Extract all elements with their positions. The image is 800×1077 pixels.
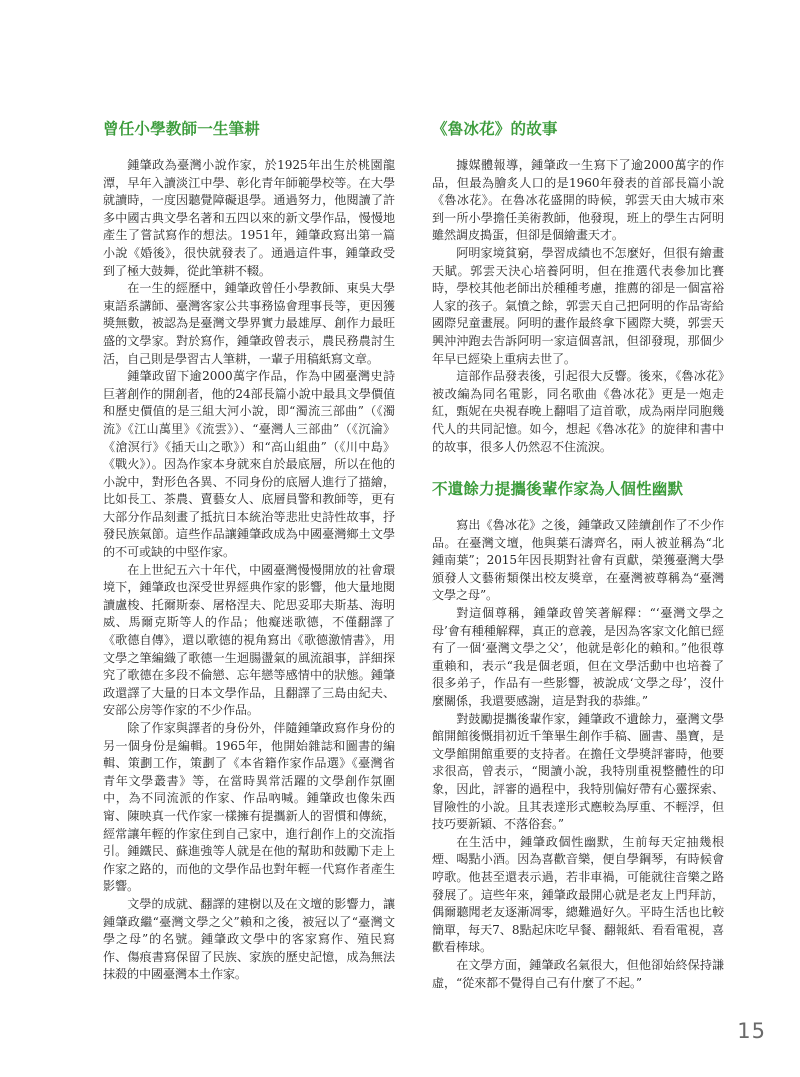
paragraph: 在一生的經歷中，鍾肇政曾任小學教師、東吳大學東語系講師、臺灣客家公共事務協會理事長等，更因獲獎無數，被認為是臺灣文學界實力最雄厚、創作力最旺盛的文學家。對於寫作，鍾肇政曾表示，農民務農討生活，自己則是學習古人筆耕，一輩子用稿紙寫文章。 <box>103 281 395 366</box>
paragraph: 對這個尊稱，鍾肇政曾笑著解釋：“‘臺灣文學之母’會有種種解釋，真正的意義，是因為客家文化館已經有了一個‘臺灣文學之父’，他就是彰化的賴和。”他很尊重賴和，表示“我是個老頭，但在文學活動中也培養了很多弟子，作品有一些影響，被說成‘文學之母’，沒什麼關係，我還要感謝，這是對我的恭維。” <box>432 606 724 709</box>
paragraph: 阿明家境貧窮，學習成績也不怎麼好，但很有繪畫天賦。郭雲天決心培養阿明，但在推選代表參加比賽時，學校其他老師出於種種考慮，推薦的卻是一個富裕人家的孩子。氣憤之餘，郭雲天自己把阿明的作品寄給國際兒童畫展。阿明的畫作最終拿下國際大獎，郭雲天興沖沖跑去告訴阿明一家這個喜訊，但卻發現，那個少年早已經染上重病去世了。 <box>432 245 724 366</box>
paragraph: 寫出《魯冰花》之後，鍾肇政又陸續創作了不少作品。在臺灣文壇，他與葉石濤齊名，兩人被並稱為“北鍾南葉”；2015年因長期對社會有貢獻，榮獲臺灣大學頒發人文藝術類傑出校友獎章，在臺灣被尊稱為“臺灣文學之母”。 <box>432 518 724 603</box>
left-column <box>103 118 395 984</box>
page-number: 15 <box>737 1019 766 1043</box>
section-heading-story: 《魯冰花》的故事 <box>432 120 558 138</box>
paragraph: 在上世紀五六十年代，中國臺灣慢慢開放的社會環境下，鍾肇政也深受世界經典作家的影響，他大量地閱讀盧梭、托爾斯泰、屠格涅夫、陀思妥耶夫斯基、海明威、馬爾克斯等人的作品；他癡迷歌德，不僅翻譯了《歌德自傳》，還以歌德的視角寫出《歌德激情書》，用文學之筆編織了歌德一生迴腸盪氣的風流韻事，詳細探究了歌德在多段不倫戀、忘年戀等感情中的狀態。鍾肇政還譯了大量的日本文學作品，且翻譯了三島由紀夫、安部公房等作家的不少作品。 <box>103 562 395 718</box>
paragraph: 在文學方面，鍾肇政名氣很大，但他卻始終保持謙虛，“從來都不覺得自己有什麼了不起。” <box>432 957 724 990</box>
paragraph: 據媒體報導，鍾肇政一生寫下了逾2000萬字的作品，但最為膾炙人口的是1960年發表的首部長篇小說《魯冰花》。在魯冰花盛開的時候，郭雲天由大城市來到一所小學擔任美術教師，他發現，班上的學生古阿明雖然調皮搗蛋，但卻是個繪畫天才。 <box>432 158 724 243</box>
paragraph: 對鼓勵提攜後輩作家，鍾肇政不遺餘力，臺灣文學館開館後慨捐初近千筆畢生創作手稿、圖書、墨寶，是文學館開館重要的支持者。在擔任文學獎評審時，他要求很高，曾表示，“閱讀小說，我特別重視整體性的印象，因此，評審的過程中，我特別偏好帶有心靈探索、冒險性的小說。且其表達形式應較為厚重、不輕浮，但技巧要新穎、不落俗套。” <box>432 711 724 832</box>
paragraph: 鍾肇政留下逾2000萬字作品，作為中國臺灣史詩巨著創作的開創者，他的24部長篇小說中最具文學價值和歷史價值的是三組大河小說，即“濁流三部曲”（《濁流》《江山萬里》《流雲》）、“臺灣人三部曲”（《沉淪》《滄溟行》《插天山之歌》）和“高山組曲”（《川中島》《戰火》）。因為作家本身就來自於最底層，所以在他的小說中，對形色各異、不同身份的底層人進行了描繪，比如長工、茶農、賣藝女人、底層員警和教師等，更有大部分作品刻畫了抵抗日本統治等悲壯史詩性故事，抒發民族氣節。這些作品讓鍾肇政成為中國臺灣鄉土文學的不可或缺的中堅作家。 <box>103 369 395 560</box>
paragraph: 這部作品發表後，引起很大反響。後來，《魯冰花》被改編為同名電影，同名歌曲《魯冰花》更是一炮走紅，甄妮在央視春晚上翻唱了這首歌，成為兩岸同胞幾代人的共同記憶。如今，想起《魯冰花》的旋律和書中的故事，很多人仍然忍不住流淚。 <box>432 369 724 454</box>
section-heading-mentoring: 不遺餘力提攜後輩作家為人個性幽默 <box>432 480 684 499</box>
paragraph: 在生活中，鍾肇政個性幽默，生前每天定抽幾根煙、喝點小酒。因為喜歡音樂，便自學鋼琴，有時候會哼歌。他甚至還表示過，若非車禍，可能就往音樂之路發展了。這些年來，鍾肇政最開心就是老友上門拜訪，偶爾聽聞老友逐漸凋零，總難過好久。平時生活也比較簡單，每天7、8點起床吃早餐、翻報紙、看看電視，喜歡看棒球。 <box>432 834 724 955</box>
paragraph: 除了作家與譯者的身份外，伴隨鍾肇政寫作身份的另一個身份是編輯。1965年，他開始雜誌和圖書的編輯、策劃工作，策劃了《本省籍作家作品選》《臺灣省青年文學叢書》等，在當時異常活躍的文學創作氛圍中，為不同流派的作家、作品吶喊。鍾肇政也像朱西甯、陳映真一代作家一樣擁有提攜新人的習慣和傳統，經常讓年輕的作家住到自己家中，進行創作上的交流指引。鍾鐵民、蘇進強等人就是在他的幫助和鼓勵下走上作家之路的，而他的文學作品也對年輕一代寫作者產生影響。 <box>103 721 395 894</box>
paragraph: 鍾肇政為臺灣小說作家，於1925年出生於桃園龍潭，早年入讀淡江中學、彰化青年師範學校等。在大學就讀時，一度因聽覺障礙退學。通過努力，他閱讀了許多中國古典文學名著和五四以來的新文學作品，慢慢地產生了嘗試寫作的想法。1951年，鍾肇政寫出第一篇小說《婚後》，很快就發表了。通過這件事，鍾肇政受到了極大鼓舞，從此筆耕不輟。 <box>103 158 395 278</box>
right-column <box>432 118 724 992</box>
section-heading-teacher: 曾任小學教師一生筆耕 <box>103 120 261 138</box>
paragraph: 文學的成就、翻譯的建樹以及在文壇的影響力，讓鍾肇政繼“臺灣文學之父”賴和之後，被冠以了“臺灣文學之母”的名號。鍾肇政文學中的客家寫作、殖民寫作、傷痕書寫保留了民族、家族的歷史記憶，成為無法抹殺的中國臺灣本土作家。 <box>103 896 395 982</box>
